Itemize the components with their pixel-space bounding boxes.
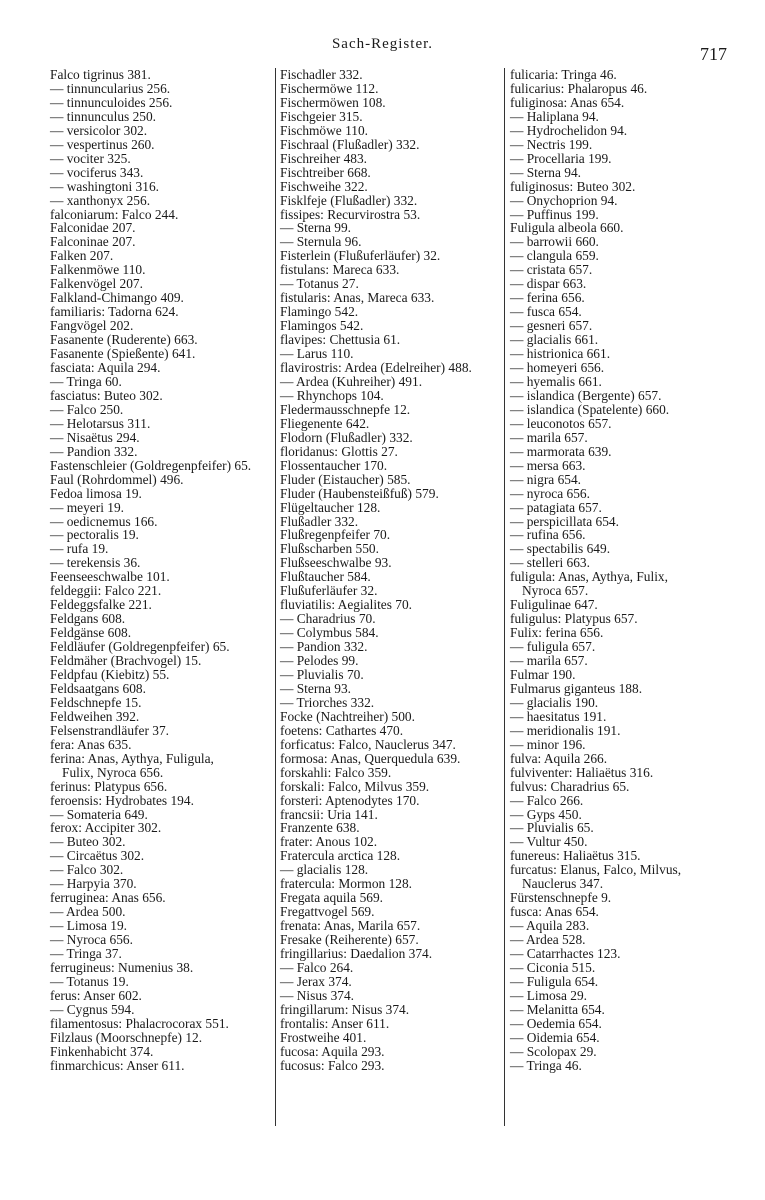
- index-entry: — patagiata 657.: [510, 499, 602, 515]
- index-entry: — glacialis 661.: [510, 332, 599, 348]
- index-entry: frater: Anous 102.: [280, 834, 378, 850]
- index-entry: familiaris: Tadorna 624.: [50, 304, 179, 320]
- index-entry: Fulmarus giganteus 188.: [510, 680, 643, 696]
- index-entry: ferruginea: Anas 656.: [50, 890, 166, 906]
- index-entry: — Sterna 93.: [280, 680, 352, 696]
- index-entry: Fedoa limosa 19.: [50, 485, 142, 501]
- index-entry: Falconidae 207.: [50, 220, 136, 236]
- index-entry: — Totanus 27.: [280, 276, 359, 292]
- index-entry: — Pelodes 99.: [280, 653, 359, 669]
- index-entry: Falkenvögel 207.: [50, 276, 143, 292]
- index-entry: Falkenmöwe 110.: [50, 262, 146, 278]
- index-entry: — Falco 250.: [50, 401, 124, 417]
- index-entry: — Oidemia 654.: [510, 1029, 600, 1045]
- index-entry: fringillarius: Daedalion 374.: [280, 946, 433, 962]
- index-entry: Nauclerus 347.: [522, 876, 604, 892]
- index-entry: — Limosa 19.: [50, 918, 127, 934]
- index-entry: Feldeggsfalke 221.: [50, 597, 152, 613]
- index-entry: fulicarius: Phalaropus 46.: [510, 80, 648, 96]
- index-entry: — versicolor 302.: [50, 122, 148, 138]
- index-entry: fulviventer: Haliaëtus 316.: [510, 764, 654, 780]
- index-column-3: [510, 68, 732, 1073]
- index-entry: Fischweihe 322.: [280, 178, 368, 194]
- index-entry: Franzente 638.: [280, 820, 360, 836]
- column-divider: [504, 68, 505, 1126]
- index-entry: Felsenstrandläufer 37.: [50, 722, 169, 738]
- index-entry: Flamingos 542.: [280, 318, 364, 334]
- index-entry: — Nyroca 656.: [50, 932, 133, 948]
- index-entry: Faul (Rohrdommel) 496.: [50, 471, 184, 487]
- index-entry: — pectoralis 19.: [50, 527, 139, 543]
- index-entry: Fasanente (Ruderente) 663.: [50, 332, 198, 348]
- index-entry: — dispar 663.: [510, 276, 587, 292]
- index-entry: — Scolopax 29.: [510, 1043, 597, 1059]
- index-entry: Flügeltaucher 128.: [280, 499, 381, 515]
- index-entry: — Ardea (Kuhreiher) 491.: [280, 373, 423, 389]
- index-entry: Fangvögel 202.: [50, 318, 134, 334]
- index-entry: — rufa 19.: [50, 541, 109, 557]
- index-entry: — Circaëtus 302.: [50, 848, 145, 864]
- index-entry: — vespertinus 260.: [50, 136, 155, 152]
- index-entry: Feenseeschwalbe 101.: [50, 569, 170, 585]
- index-entry: Fischadler 332.: [280, 67, 363, 82]
- index-entry: Filzlaus (Moorschnepfe) 12.: [50, 1029, 203, 1045]
- index-entry: — Haliplana 94.: [510, 108, 599, 124]
- index-entry: Feldgänse 608.: [50, 625, 132, 641]
- index-entry: Fulix, Nyroca 656.: [62, 764, 164, 780]
- index-entry: — Vultur 450.: [510, 834, 588, 850]
- index-column-2: [280, 68, 502, 1073]
- index-entry: falconiarum: Falco 244.: [50, 206, 179, 222]
- index-entry: — Ardea 528.: [510, 932, 586, 948]
- index-entry: Fluder (Eistaucher) 585.: [280, 471, 411, 487]
- index-entry: formosa: Anas, Querquedula 639.: [280, 750, 461, 766]
- index-entry: — ferina 656.: [510, 290, 585, 306]
- index-entry: Fischraal (Flußadler) 332.: [280, 136, 420, 152]
- index-entry: — vociter 325.: [50, 150, 131, 166]
- index-entry: Frostweihe 401.: [280, 1029, 367, 1045]
- index-entry: — Nisus 374.: [280, 987, 355, 1003]
- page-number: 717: [700, 44, 727, 64]
- index-entry: — Pluvialis 70.: [280, 666, 364, 682]
- index-entry: — Onychoprion 94.: [510, 192, 618, 208]
- index-entry: Fischmöwe 110.: [280, 122, 369, 138]
- index-entry: — Sterna 99.: [280, 220, 352, 236]
- index-entry: — islandica (Bergente) 657.: [510, 387, 662, 403]
- index-entry: — nyroca 656.: [510, 485, 590, 501]
- index-entry: — spectabilis 649.: [510, 541, 611, 557]
- page-header-title: Sach-Register.: [331, 36, 434, 52]
- index-entry: — Pandion 332.: [50, 443, 138, 459]
- index-entry: — mersa 663.: [510, 457, 586, 473]
- index-entry: — barrowii 660.: [510, 234, 599, 250]
- index-entry: — vociferus 343.: [50, 164, 144, 180]
- index-entry: fistulans: Mareca 633.: [280, 262, 400, 278]
- index-entry: Feldschnepfe 15.: [50, 694, 142, 710]
- index-entry: — homeyeri 656.: [510, 360, 605, 376]
- index-entry: Fulix: ferina 656.: [510, 625, 604, 641]
- index-entry: filamentosus: Phalacrocorax 551.: [50, 1015, 229, 1031]
- index-entry: ferus: Anser 602.: [50, 987, 142, 1003]
- index-entry: Fluder (Haubensteißfuß) 579.: [280, 485, 439, 501]
- index-entry: — Ciconia 515.: [510, 960, 596, 975]
- index-entry: Falkland-Chimango 409.: [50, 290, 184, 306]
- index-entry: fluviatilis: Aegialites 70.: [280, 597, 413, 613]
- index-entry: Fisklfeje (Flußadler) 332.: [280, 192, 418, 208]
- index-entry: Flußregenpfeifer 70.: [280, 527, 391, 543]
- index-entry: — Melanitta 654.: [510, 1001, 605, 1017]
- index-entry: Fregata aquila 569.: [280, 890, 383, 906]
- index-entry: — Sterna 94.: [510, 164, 582, 180]
- index-entry: — rufina 656.: [510, 527, 586, 543]
- index-entry: fulva: Aquila 266.: [510, 750, 608, 766]
- index-entry: — islandica (Spatelente) 660.: [510, 401, 670, 417]
- index-entry: — Ardea 500.: [50, 904, 126, 920]
- index-entry: Fischermöwe 112.: [280, 80, 379, 96]
- index-entry: Fischermöwen 108.: [280, 94, 386, 110]
- index-entry: — Aquila 283.: [510, 918, 590, 934]
- index-entry: fuliginosus: Buteo 302.: [510, 178, 636, 194]
- index-entry: — histrionica 661.: [510, 346, 611, 362]
- index-column-1: [50, 68, 272, 1073]
- index-entry: Fresake (Reiherente) 657.: [280, 932, 419, 948]
- index-entry: funereus: Haliaëtus 315.: [510, 848, 641, 864]
- index-entry: — Catarrhactes 123.: [510, 946, 621, 962]
- index-entry: — clangula 659.: [510, 248, 599, 264]
- column-divider: [275, 68, 276, 1126]
- index-entry: fera: Anas 635.: [50, 736, 132, 752]
- index-entry: fulicaria: Tringa 46.: [510, 67, 617, 82]
- index-entry: Flußuferläufer 32.: [280, 583, 378, 599]
- index-entry: — perspicillata 654.: [510, 513, 619, 529]
- index-entry: ferrugineus: Numenius 38.: [50, 960, 194, 975]
- index-entry: Flossentaucher 170.: [280, 457, 388, 473]
- index-entry: — Oedemia 654.: [510, 1015, 602, 1031]
- index-entry: — tinnunculoides 256.: [50, 94, 173, 110]
- index-entry: — washingtoni 316.: [50, 178, 159, 194]
- index-entry: Fisterlein (Flußuferläufer) 32.: [280, 248, 441, 264]
- index-entry: — Totanus 19.: [50, 973, 129, 989]
- index-entry: — Sternula 96.: [280, 234, 362, 250]
- index-entry: Fasanente (Spießente) 641.: [50, 346, 196, 362]
- index-entry: Fuligulinae 647.: [510, 597, 598, 613]
- index-entry: francsii: Uria 141.: [280, 806, 378, 822]
- index-entry: fasciatus: Buteo 302.: [50, 387, 163, 403]
- index-entry: frontalis: Anser 611.: [280, 1015, 390, 1031]
- index-entry: frenata: Anas, Marila 657.: [280, 918, 421, 934]
- index-entry: — leuconotos 657.: [510, 415, 612, 431]
- index-entry: — Tringa 60.: [50, 373, 122, 389]
- index-entry: Fischgeier 315.: [280, 108, 363, 124]
- index-entry: feroensis: Hydrobates 194.: [50, 792, 194, 808]
- index-entry: — meridionalis 191.: [510, 722, 621, 738]
- index-entry: fuligulus: Platypus 657.: [510, 611, 638, 627]
- index-entry: Feldweihen 392.: [50, 708, 140, 724]
- index-entry: — gesneri 657.: [510, 318, 593, 334]
- index-entry: — Falco 266.: [510, 792, 584, 808]
- index-entry: fissipes: Recurvirostra 53.: [280, 206, 421, 222]
- index-entry: Nyroca 657.: [522, 583, 589, 599]
- index-entry: Fulmar 190.: [510, 666, 576, 682]
- index-entry: Flamingo 542.: [280, 304, 359, 320]
- index-entry: — Limosa 29.: [510, 987, 587, 1003]
- index-entry: — hyemalis 661.: [510, 373, 602, 389]
- index-entry: — Charadrius 70.: [280, 611, 376, 627]
- index-entry: — Tringa 37.: [50, 946, 122, 962]
- index-entry: — Falco 264.: [280, 960, 354, 975]
- index-entry: — minor 196.: [510, 736, 586, 752]
- index-entry: — Buteo 302.: [50, 834, 126, 850]
- index-entry: — Somateria 649.: [50, 806, 148, 822]
- index-entry: Fischtreiber 668.: [280, 164, 371, 180]
- index-entry: — fusca 654.: [510, 304, 582, 320]
- index-entry: — Pandion 332.: [280, 639, 368, 655]
- index-entry: — Tringa 46.: [510, 1057, 582, 1073]
- index-entry: ferox: Accipiter 302.: [50, 820, 162, 836]
- index-entry: — tinnunculus 250.: [50, 108, 157, 124]
- index-entry: — Gyps 450.: [510, 806, 582, 822]
- index-entry: — nigra 654.: [510, 471, 582, 487]
- index-entry: Feldsaatgans 608.: [50, 680, 146, 696]
- index-entry: Fischreiher 483.: [280, 150, 368, 166]
- index-entry: fusca: Anas 654.: [510, 904, 599, 920]
- index-entry: Fledermausschnepfe 12.: [280, 401, 411, 417]
- index-entry: — Cygnus 594.: [50, 1001, 135, 1017]
- index-entry: — tinnuncularius 256.: [50, 80, 171, 96]
- index-entry: — oedicnemus 166.: [50, 513, 158, 529]
- index-entry: Finkenhabicht 374.: [50, 1043, 154, 1059]
- index-entry: Feldgans 608.: [50, 611, 126, 627]
- index-entry: ferina: Anas, Aythya, Fuligula,: [50, 750, 214, 766]
- index-entry: flavirostris: Ardea (Edelreiher) 488.: [280, 360, 472, 376]
- index-entry: — Larus 110.: [280, 346, 354, 362]
- index-entry: fuligula: Anas, Aythya, Fulix,: [510, 569, 668, 585]
- index-entry: flavipes: Chettusia 61.: [280, 332, 401, 348]
- index-entry: — glacialis 190.: [510, 694, 599, 710]
- index-entry: — Nisaëtus 294.: [50, 429, 140, 445]
- index-entry: Falconinae 207.: [50, 234, 136, 250]
- index-entry: forficatus: Falco, Nauclerus 347.: [280, 736, 456, 752]
- index-entry: — Procellaria 199.: [510, 150, 612, 166]
- index-entry: Fregattvogel 569.: [280, 904, 375, 920]
- index-entry: — meyeri 19.: [50, 499, 125, 515]
- index-entry: — Pluvialis 65.: [510, 820, 594, 836]
- index-entry: Flußtaucher 584.: [280, 569, 371, 585]
- index-entry: — marila 657.: [510, 653, 588, 669]
- index-entry: forskahli: Falco 359.: [280, 764, 392, 780]
- index-entry: — haesitatus 191.: [510, 708, 607, 724]
- index-entry: Fratercula arctica 128.: [280, 848, 401, 864]
- index-entry: Fürstenschnepfe 9.: [510, 890, 612, 906]
- index-entry: — marila 657.: [510, 429, 588, 445]
- index-entry: — Triorches 332.: [280, 694, 375, 710]
- index-entry: — stelleri 663.: [510, 555, 590, 571]
- index-entry: Flußseeschwalbe 93.: [280, 555, 392, 571]
- index-entry: — fuligula 657.: [510, 639, 596, 655]
- index-entry: — Colymbus 584.: [280, 625, 379, 641]
- index-entry: ferinus: Platypus 656.: [50, 778, 168, 794]
- index-entry: — Helotarsus 311.: [50, 415, 151, 431]
- index-entry: — Nectris 199.: [510, 136, 593, 152]
- index-entry: fasciata: Aquila 294.: [50, 360, 161, 376]
- index-entry: fringillarum: Nisus 374.: [280, 1001, 410, 1017]
- index-entry: — terekensis 36.: [50, 555, 141, 571]
- index-entry: Falken 207.: [50, 248, 114, 264]
- index-entry: — xanthonyx 256.: [50, 192, 151, 208]
- index-entry: Flußscharben 550.: [280, 541, 379, 557]
- index-entry: — glacialis 128.: [280, 862, 369, 878]
- index-entry: — Fuligula 654.: [510, 973, 599, 989]
- index-entry: Fliegenente 642.: [280, 415, 370, 431]
- index-entry: fucosa: Aquila 293.: [280, 1043, 385, 1059]
- index-entry: — Puffinus 199.: [510, 206, 599, 222]
- index-entry: finmarchicus: Anser 611.: [50, 1057, 185, 1073]
- index-entry: Flodorn (Flußadler) 332.: [280, 429, 413, 445]
- index-entry: fistularis: Anas, Mareca 633.: [280, 290, 435, 306]
- index-entry: Feldmäher (Brachvogel) 15.: [50, 653, 202, 669]
- index-entry: Fastenschleier (Goldregenpfeifer) 65.: [50, 457, 252, 473]
- index-entry: foetens: Cathartes 470.: [280, 722, 404, 738]
- index-entry: fuliginosa: Anas 654.: [510, 94, 625, 110]
- index-entry: Falco tigrinus 381.: [50, 67, 151, 82]
- index-entry: forskali: Falco, Milvus 359.: [280, 778, 430, 794]
- index-entry: — Falco 302.: [50, 862, 124, 878]
- index-entry: — Jerax 374.: [280, 973, 352, 989]
- index-entry: forsteri: Aptenodytes 170.: [280, 792, 420, 808]
- index-entry: fulvus: Charadrius 65.: [510, 778, 630, 794]
- index-entry: Focke (Nachtreiher) 500.: [280, 708, 415, 724]
- index-entry: — Harpyia 370.: [50, 876, 137, 892]
- index-entry: Feldpfau (Kiebitz) 55.: [50, 666, 170, 682]
- index-entry: feldeggii: Falco 221.: [50, 583, 162, 599]
- index-entry: fratercula: Mormon 128.: [280, 876, 413, 892]
- index-entry: Fuligula albeola 660.: [510, 220, 624, 236]
- index-entry: fucosus: Falco 293.: [280, 1057, 385, 1073]
- index-entry: Feldläufer (Goldregenpfeifer) 65.: [50, 639, 230, 655]
- index-entry: — Hydrochelidon 94.: [510, 122, 628, 138]
- index-entry: Flußadler 332.: [280, 513, 359, 529]
- index-entry: — Rhynchops 104.: [280, 387, 384, 403]
- index-entry: furcatus: Elanus, Falco, Milvus,: [510, 862, 682, 878]
- index-entry: floridanus: Glottis 27.: [280, 443, 398, 459]
- index-entry: — marmorata 639.: [510, 443, 612, 459]
- index-entry: — cristata 657.: [510, 262, 593, 278]
